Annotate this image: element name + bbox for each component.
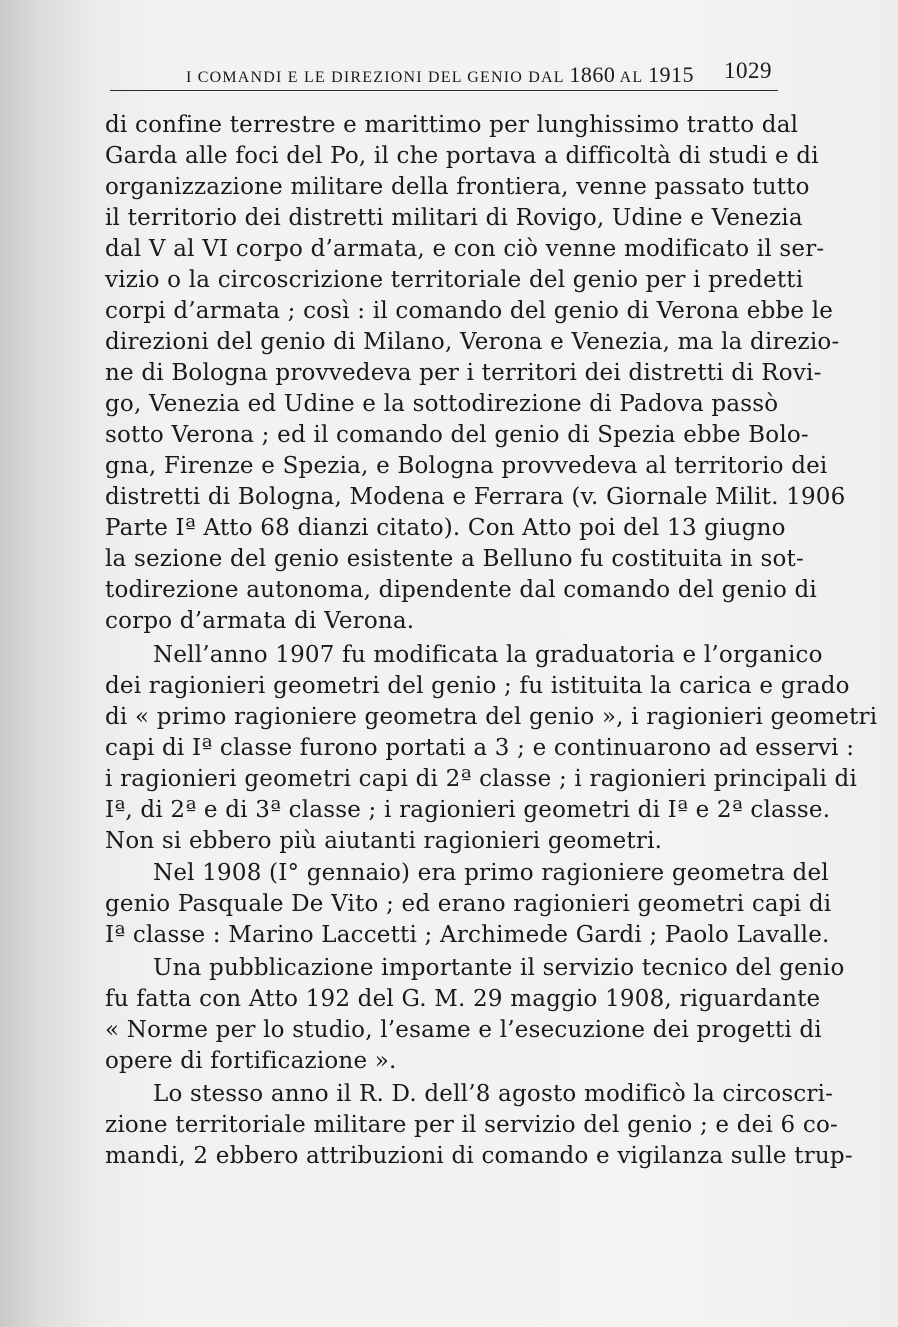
- running-title-year-end: 1915: [647, 62, 694, 87]
- text-line: corpo d’armata di Verona.: [105, 608, 415, 634]
- text-line: vizio o la circoscrizione territoriale del genio per i predetti: [105, 267, 804, 293]
- text-line: fu fatta con Atto 192 del G. M. 29 maggio 1908, riguardante: [105, 986, 821, 1012]
- text-line: Nel 1908 (I° gennaio) era primo ragioniere geometra del: [153, 860, 829, 886]
- text-line: zione territoriale militare per il servizio del genio ; e dei 6 co-: [105, 1112, 838, 1138]
- text-line: opere di fortificazione ».: [105, 1048, 397, 1074]
- text-line: gna, Firenze e Spezia, e Bologna provvedeva al territorio dei: [105, 453, 828, 479]
- text-line: i ragionieri geometri capi di 2ª classe ; i ragionieri principali di: [105, 766, 858, 792]
- text-line: corpi d’armata ; così : il comando del genio di Verona ebbe le: [105, 298, 834, 324]
- text-line: Non si ebbero più aiutanti ragionieri geometri.: [105, 828, 663, 854]
- text-line: dei ragionieri geometri del genio ; fu istituita la carica e grado: [105, 673, 850, 699]
- text-line: la sezione del genio esistente a Belluno fu costituita in sot-: [105, 546, 804, 572]
- text-line: Iª, di 2ª e di 3ª classe ; i ragionieri geometri di Iª e 2ª classe.: [105, 797, 831, 823]
- text-line: dal V al VI corpo d’armata, e con ciò venne modificato il ser-: [105, 236, 825, 262]
- text-line: Nell’anno 1907 fu modificata la graduatoria e l’organico: [153, 642, 823, 668]
- text-line: capi di Iª classe furono portati a 3 ; e continuarono ad esservi :: [105, 735, 855, 761]
- text-line: mandi, 2 ebbero attribuzioni di comando e vigilanza sulle trup-: [105, 1143, 853, 1169]
- text-line: organizzazione militare della frontiera, venne passato tutto: [105, 174, 810, 200]
- running-title: [186, 62, 694, 88]
- text-line: direzioni del genio di Milano, Verona e Venezia, ma la direzio-: [105, 329, 840, 355]
- text-line: go, Venezia ed Udine e la sottodirezione di Padova passò: [105, 391, 779, 417]
- running-title-year-start: 1860: [569, 62, 616, 87]
- running-title-text: I COMANDI E LE DIREZIONI DEL GENIO DAL: [186, 69, 570, 86]
- text-line: todirezione autonoma, dipendente dal comando del genio di: [105, 577, 817, 603]
- text-line: Parte Iª Atto 68 dianzi citato). Con Atto poi del 13 giugno: [105, 515, 786, 541]
- text-line: Lo stesso anno il R. D. dell’8 agosto modificò la circoscri-: [153, 1081, 834, 1107]
- text-line: distretti di Bologna, Modena e Ferrara (v. Giornale Milit. 1906: [105, 484, 846, 510]
- text-line: il territorio dei distretti militari di Rovigo, Udine e Venezia: [105, 205, 803, 231]
- text-line: di « primo ragioniere geometra del genio », i ragionieri geometri: [105, 704, 878, 730]
- text-line: « Norme per lo studio, l’esame e l’esecuzione dei progetti di: [105, 1017, 822, 1043]
- running-header: [110, 58, 778, 91]
- text-line: di confine terrestre e marittimo per lunghissimo tratto dal: [105, 112, 799, 138]
- text-line: Iª classe : Marino Laccetti ; Archimede Gardi ; Paolo Lavalle.: [105, 922, 830, 948]
- page-number: 1029: [724, 58, 772, 83]
- text-line: Garda alle foci del Po, il che portava a difficoltà di studi e di: [105, 143, 819, 169]
- running-title-connector: AL: [615, 69, 648, 86]
- text-line: sotto Verona ; ed il comando del genio di Spezia ebbe Bolo-: [105, 422, 809, 448]
- text-line: Una pubblicazione importante il servizio tecnico del genio: [153, 955, 845, 981]
- text-line: genio Pasquale De Vito ; ed erano ragionieri geometri capi di: [105, 891, 832, 917]
- text-line: ne di Bologna provvedeva per i territori dei distretti di Rovi-: [105, 360, 822, 386]
